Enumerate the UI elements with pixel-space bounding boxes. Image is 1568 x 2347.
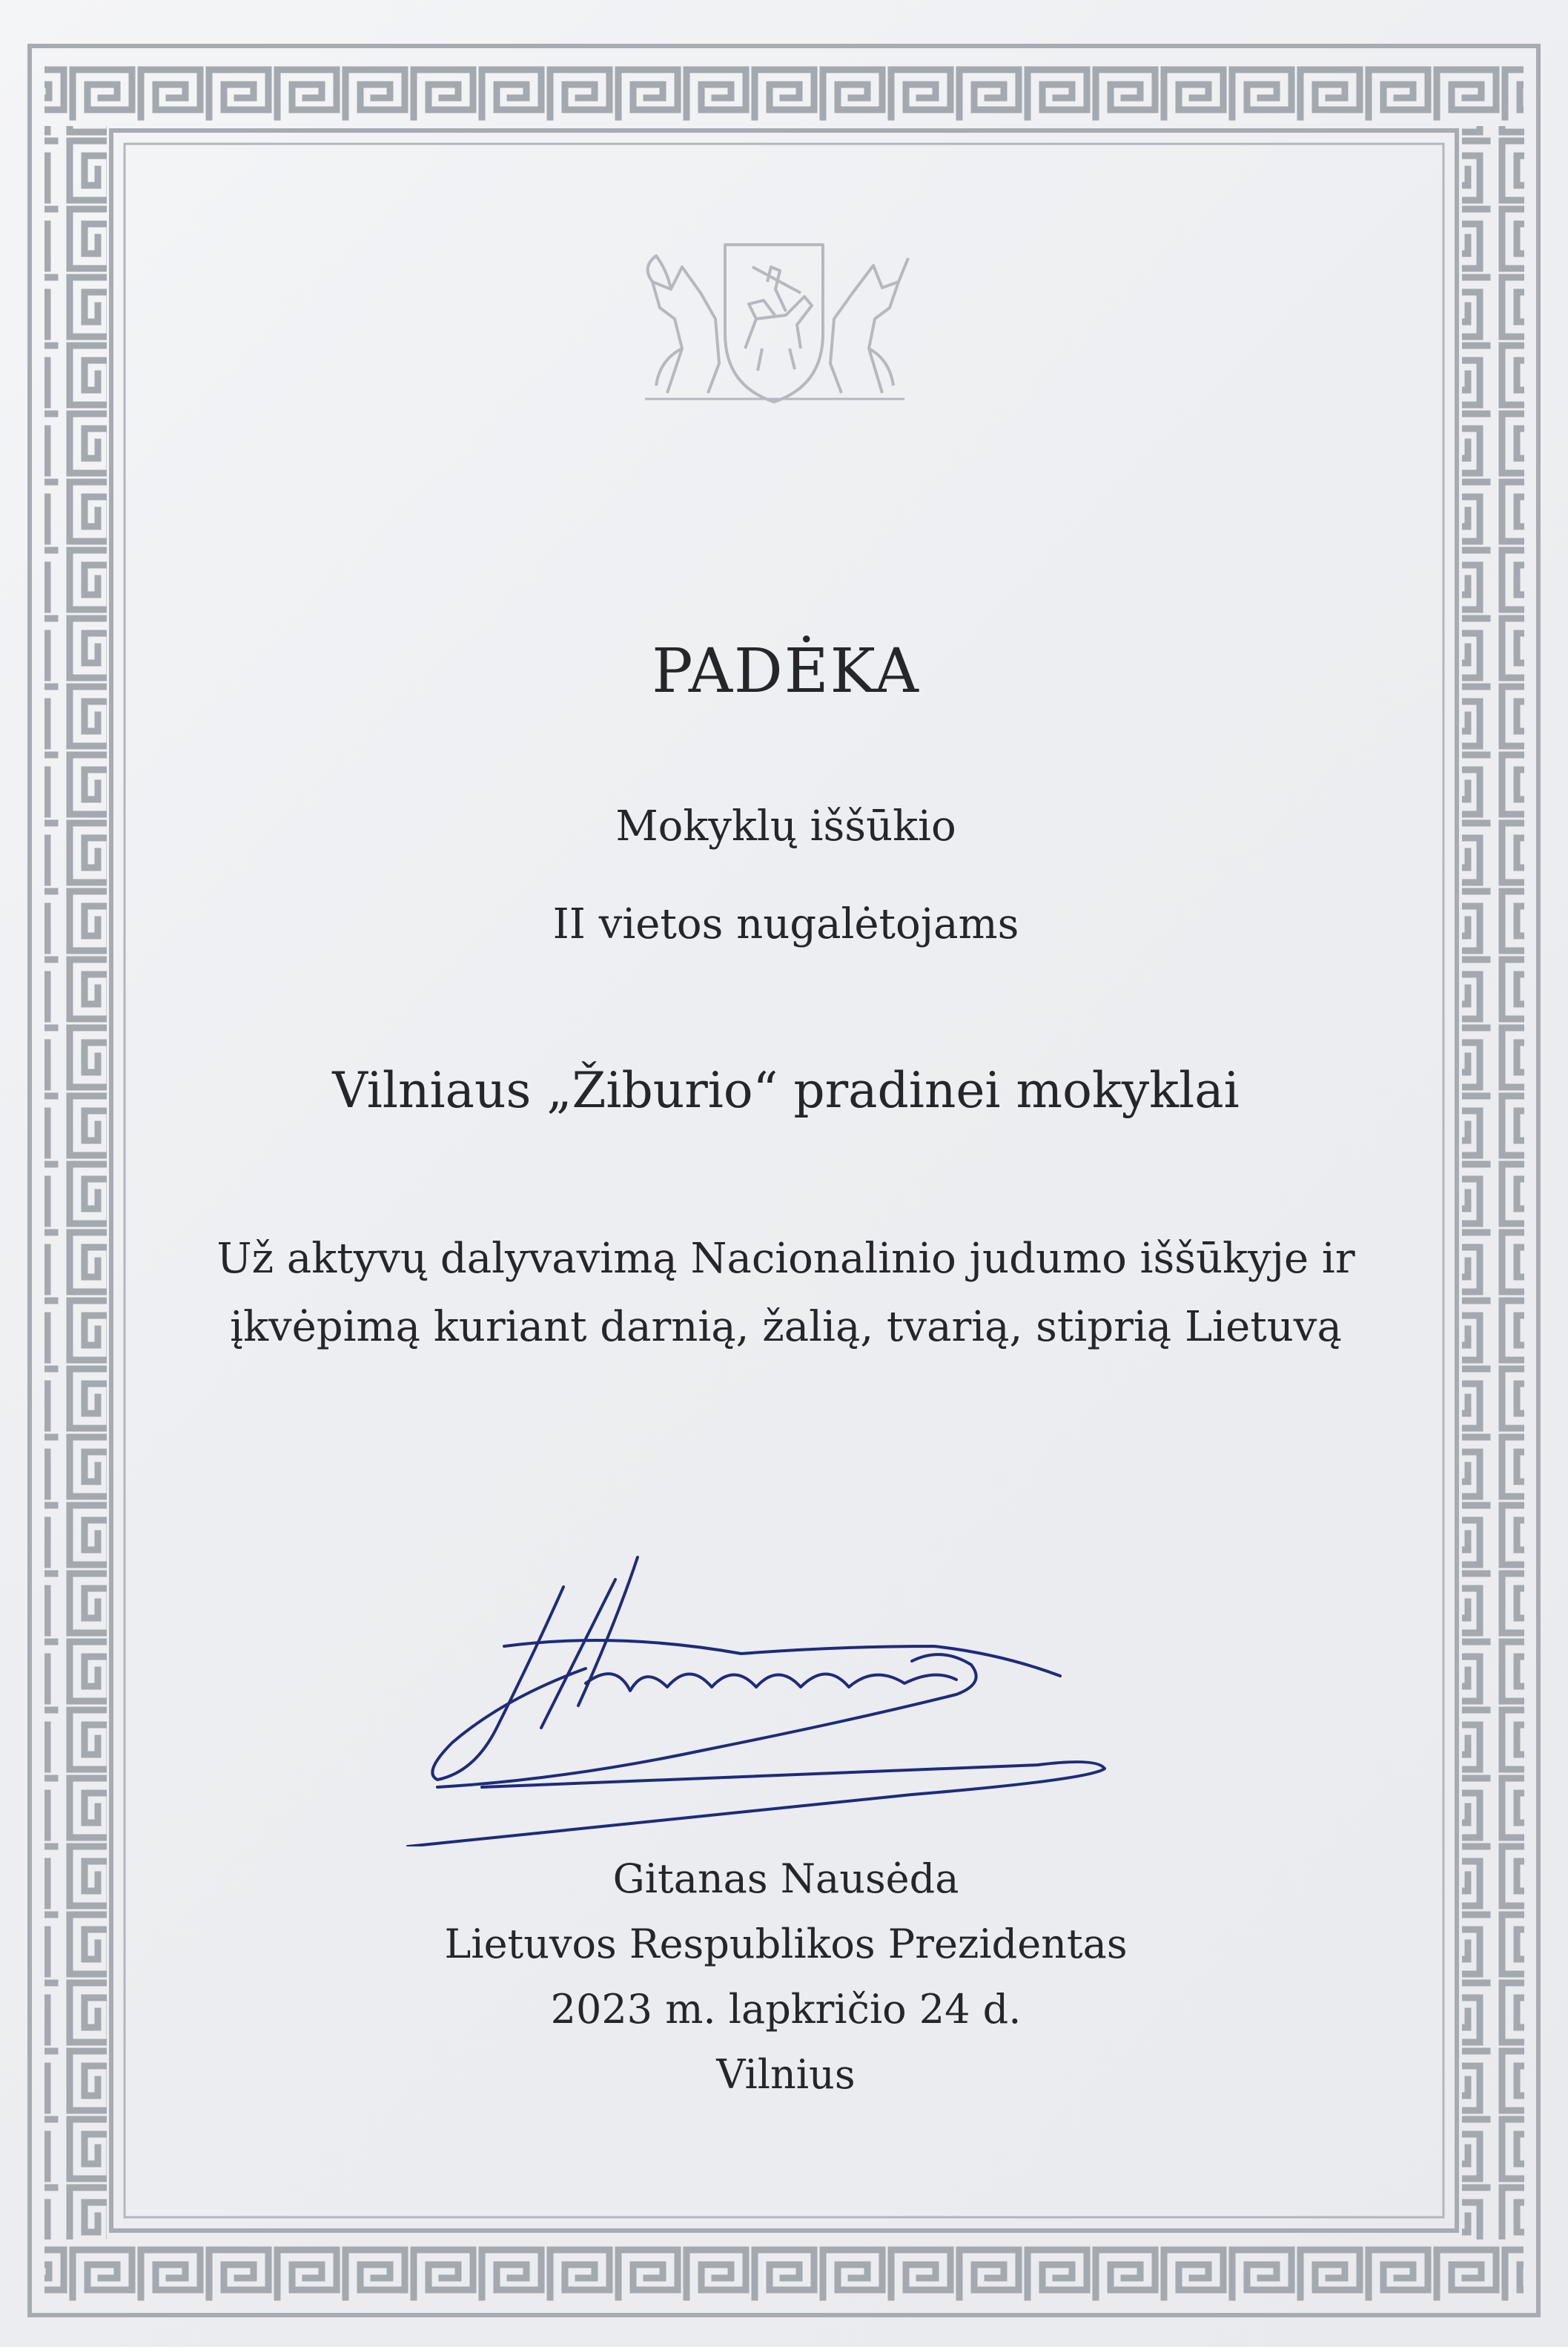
signer-position: Lietuvos Respublikos Prezidentas	[444, 1921, 1128, 1967]
signer-name: Gitanas Nausėda	[612, 1855, 959, 1902]
issue-date: 2023 m. lapkričio 24 d.	[550, 1986, 1022, 2033]
award-reason-line: Už aktyvų dalyvavimą Nacionalinio judumo iššūkyje ir	[216, 1235, 1355, 1283]
signer-block	[193, 1846, 1379, 2107]
competition-name: Mokyklų iššūkio	[615, 802, 956, 851]
handwritten-signature-icon	[393, 1535, 1134, 1846]
award-reason	[193, 1225, 1379, 1361]
issue-place: Vilnius	[716, 2051, 856, 2098]
award-reason-line: įkvėpimą kuriant darnią, žalią, tvarią, stiprią Lietuvą	[230, 1303, 1342, 1351]
award-place: II vietos nugalėtojams	[552, 900, 1019, 948]
certificate-title: PADĖKA	[652, 636, 920, 707]
lithuania-coat-of-arms-icon	[638, 237, 912, 408]
recipient-name: Vilniaus „Žiburio“ pradinei mokyklai	[332, 1062, 1240, 1119]
